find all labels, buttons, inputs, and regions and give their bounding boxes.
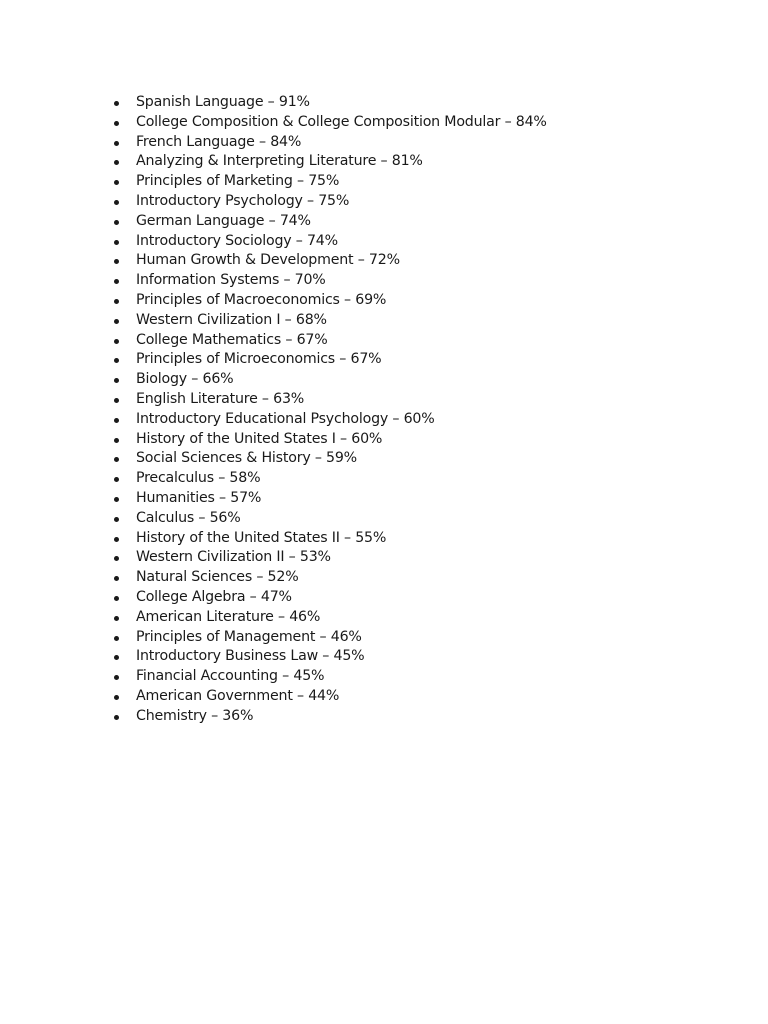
list-item-text: Financial Accounting – 45% <box>136 668 325 685</box>
list-item <box>108 192 547 212</box>
list-item <box>108 390 547 410</box>
list-item <box>108 350 547 370</box>
list-item-text: Calculus – 56% <box>136 509 241 526</box>
list-item <box>108 370 547 390</box>
list-item <box>108 212 547 232</box>
list-item <box>108 113 547 133</box>
list-item <box>108 152 547 172</box>
list-item <box>108 529 547 549</box>
bullet-icon <box>114 418 119 423</box>
list-item <box>108 548 547 568</box>
bullet-icon <box>114 121 119 126</box>
list-item <box>108 133 547 153</box>
list-item <box>108 489 547 509</box>
bullet-icon <box>114 358 119 363</box>
bullet-icon <box>114 200 119 205</box>
list-item-text: Principles of Microeconomics – 67% <box>136 351 382 368</box>
list-item-text: College Algebra – 47% <box>136 588 292 605</box>
list-item <box>108 232 547 252</box>
bullet-icon <box>114 695 119 700</box>
bullet-icon <box>114 655 119 660</box>
list-item <box>108 410 547 430</box>
bullet-icon <box>114 378 119 383</box>
bullet-icon <box>114 616 119 621</box>
bullet-icon <box>114 636 119 641</box>
list-item <box>108 331 547 351</box>
list-item <box>108 271 547 291</box>
list-item <box>108 588 547 608</box>
list-item-text: Analyzing & Interpreting Literature – 81% <box>136 153 423 170</box>
list-item-text: Principles of Macroeconomics – 69% <box>136 291 387 308</box>
list-item <box>108 291 547 311</box>
bullet-icon <box>114 556 119 561</box>
list-item-text: Introductory Educational Psychology – 60% <box>136 410 435 427</box>
list-item-text: Introductory Psychology – 75% <box>136 192 350 209</box>
list-item <box>108 430 547 450</box>
bullet-icon <box>114 457 119 462</box>
list-item <box>108 647 547 667</box>
list-item-text: Chemistry – 36% <box>136 707 254 724</box>
list-item-text: Natural Sciences – 52% <box>136 569 299 586</box>
list-item <box>108 667 547 687</box>
list-item-text: American Government – 44% <box>136 687 340 704</box>
list-item-text: Principles of Marketing – 75% <box>136 173 340 190</box>
list-item <box>108 311 547 331</box>
list-item-text: Biology – 66% <box>136 371 234 388</box>
bullet-icon <box>114 497 119 502</box>
list-item-text: Spanish Language – 91% <box>136 94 310 110</box>
bullet-icon <box>114 715 119 720</box>
bullet-icon <box>114 398 119 403</box>
bullet-icon <box>114 160 119 165</box>
bullet-list <box>108 93 547 727</box>
bullet-icon <box>114 339 119 344</box>
list-item-text: Humanities – 57% <box>136 489 262 506</box>
bullet-icon <box>114 319 119 324</box>
list-item-text: Western Civilization II – 53% <box>136 549 331 566</box>
list-item-text: English Literature – 63% <box>136 390 305 407</box>
bullet-icon <box>114 259 119 264</box>
list-item <box>108 707 547 727</box>
list-item-text: College Mathematics – 67% <box>136 331 328 348</box>
list-item-text: Principles of Management – 46% <box>136 628 362 645</box>
list-item <box>108 469 547 489</box>
bullet-icon <box>114 537 119 542</box>
bullet-icon <box>114 240 119 245</box>
list-item <box>108 608 547 628</box>
list-item-text: College Composition & College Composition Modular – 84% <box>136 113 547 130</box>
list-item-text: French Language – 84% <box>136 133 302 150</box>
list-item-text: Human Growth & Development – 72% <box>136 252 400 269</box>
list-item-text: Introductory Business Law – 45% <box>136 648 365 665</box>
list-item-text: Information Systems – 70% <box>136 272 326 289</box>
list-item-text: Precalculus – 58% <box>136 470 261 487</box>
bullet-icon <box>114 220 119 225</box>
bullet-icon <box>114 596 119 601</box>
list-item <box>108 509 547 529</box>
list-item-text: German Language – 74% <box>136 212 311 229</box>
bullet-icon <box>114 438 119 443</box>
bullet-icon <box>114 101 119 106</box>
list-item <box>108 449 547 469</box>
list-item-text: Western Civilization I – 68% <box>136 311 327 328</box>
list-item <box>108 687 547 707</box>
bullet-icon <box>114 279 119 284</box>
list-item <box>108 93 547 113</box>
list-item-text: History of the United States I – 60% <box>136 430 383 447</box>
list-item-text: American Literature – 46% <box>136 608 321 625</box>
bullet-icon <box>114 517 119 522</box>
list-item-text: Social Sciences & History – 59% <box>136 450 357 467</box>
list-item-text: History of the United States II – 55% <box>136 529 387 546</box>
bullet-icon <box>114 576 119 581</box>
bullet-icon <box>114 141 119 146</box>
bullet-icon <box>114 675 119 680</box>
list-item-text: Introductory Sociology – 74% <box>136 232 338 249</box>
list-item <box>108 251 547 271</box>
list-item <box>108 172 547 192</box>
bullet-icon <box>114 180 119 185</box>
bullet-icon <box>114 477 119 482</box>
bullet-icon <box>114 299 119 304</box>
list-item <box>108 628 547 648</box>
list-item <box>108 568 547 588</box>
